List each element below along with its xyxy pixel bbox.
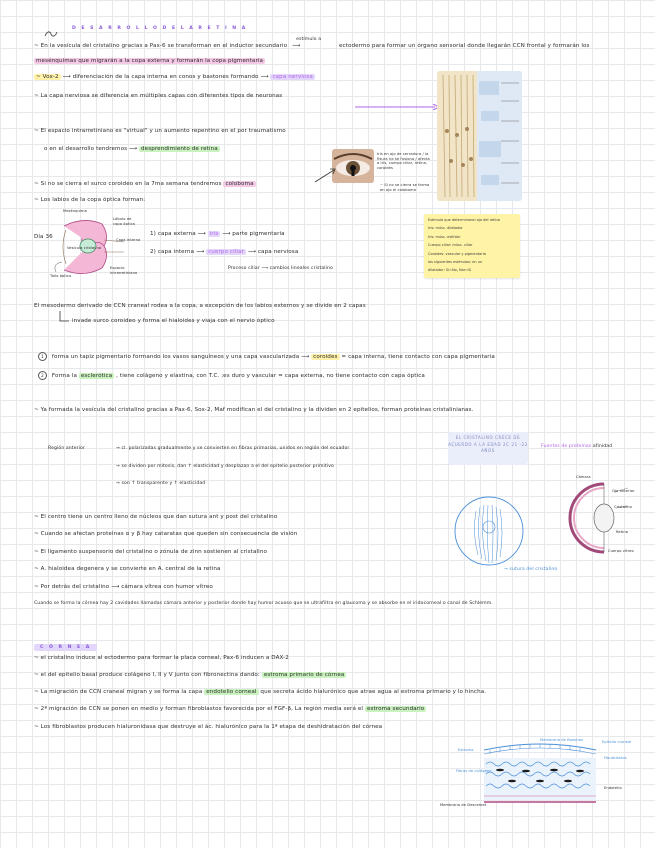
- diagram-label-5: Espacio intrarretiniano: [110, 266, 138, 275]
- sticky-row: Iris: músc. dilatador: [428, 226, 463, 231]
- lens-caption: → sutura del cristalino: [504, 567, 558, 572]
- page-title: D E S A R R O L L O D E L A R E T I N A: [72, 26, 248, 31]
- header-squiggle-icon: [44, 23, 58, 42]
- eye-note-2: ~ Si no se cierra se forma en ojo el coloboma: [380, 183, 430, 192]
- mesoderm-item-1: 1 forma un tapiz pigmentario formando los vasos sanguíneos y una capa vascularizada ⟶ coroides = capa interna, tiene contacto con capa pigmentaria: [38, 352, 495, 361]
- cornea-diag-label-2: Endotelio: [604, 786, 622, 790]
- retina-line-8: ~ Los labios de la copa óptica forman:: [34, 197, 146, 203]
- cornea-diag-label-3: Membrana de Bowman: [540, 738, 584, 742]
- lens-bullet-2: ~ Cuando se afectan proteínas α y β hay cataratas que queden sin consecuencia de visión: [34, 531, 298, 537]
- cornea-title: C Ó R N E A: [34, 633, 97, 652]
- retina-line-5: ~ El espacio intrarretiniano es "virtual" y un aumento repentino en el por traumatismo: [34, 128, 286, 134]
- dia-label: Día 36: [34, 234, 53, 240]
- cornea-diag-label-6: Membrana de Descemet: [440, 803, 487, 807]
- sticky-row: Estímulo que determinaron ojo del retina: [428, 218, 500, 222]
- diagram-label-4: Tallo óptico: [50, 274, 72, 278]
- eye-label-3: Retina: [616, 530, 629, 534]
- cornea-line-5: ~ Los fibroblastos producen hialuronidasa que destruye el ác. hialurónico para la 1ª etapa de deshidratación del córnea: [34, 724, 383, 730]
- retina-line-3: ~ Vox-2 ⟶ diferenciación de la capa interna en conos y bastones formando ⟶ capa nerviosa: [36, 74, 313, 80]
- eye-note: Iris en ojo de cerradura / la fisura no se fusiona / afecta a iris, cuerpo ciliar, retina, coroides: [377, 152, 430, 170]
- sticky-row: Cuerpo ciliar: músc. ciliar: [428, 243, 473, 248]
- cornea-diag-label-5: Estroma: [458, 748, 474, 752]
- sticky-row: los siguientes estímulos: en un: [428, 260, 483, 265]
- eye-label-2: Cámara: [576, 475, 591, 479]
- cornea-diag-label-4: Fibras de colágeno: [456, 769, 492, 773]
- lens-row-1: → cl. polarizadas gradualmente y se convierten en fibras primarias, unidos en región del ecuador: [116, 446, 350, 451]
- diagram-label-2: Capa interna: [116, 238, 141, 242]
- lens-bubble-side: Fuentes de proteínas afinidad: [541, 444, 613, 449]
- lens-row-2: → se dividen por mitosis, dan ↑ elasticidad y desplazan a el del epitelio posterior primitivo: [116, 464, 334, 469]
- lens-sutures-sketch: [452, 493, 526, 573]
- mesoderm-line-2: invade surco coroideo y forma el hialoides y viaja con el nervio óptico: [72, 318, 275, 324]
- eye-label-1: Cristalino: [614, 505, 632, 509]
- lens-bullet-5: ~ Por detrás del cristalino ⟶ cámara vítrea con humor vítreo: [34, 584, 213, 590]
- mesoderm-line-1: El mesodermo derivado de CCN craneal rodea a la copa, a excepción de los labios externos y se divide en 2 capas: [34, 303, 366, 309]
- diagram-label-1: Mesénquima: [63, 209, 87, 213]
- sticky-row: Iris: músc. esfínter: [428, 234, 461, 239]
- retina-histology-image: [437, 71, 522, 201]
- diagram-label-3: Vesícula cristalina: [67, 246, 102, 250]
- lens-line-1: ~ Ya formada la vesícula del cristalino gracias a Pax-6, Sox-2, Maf modifican el del cristalino y la dividen en 2 epitelios, forman proteínas cristalinianas.: [34, 407, 474, 413]
- eye-label-4: Cuerpo vítreo: [608, 549, 634, 553]
- pointer-arrow-icon: [314, 166, 338, 188]
- sticky-note: [424, 214, 520, 278]
- cornea-diag-label-1: Fibroblastos: [604, 756, 627, 760]
- lens-bullet-1: ~ El centro tiene un centro lleno de núcleos que dan sutura ant y post del cristalino: [34, 514, 278, 520]
- retina-line-6: o en el desarrollo tendremos ⟶ desprendimiento de retina: [44, 146, 218, 152]
- cornea-line-2: ~ el del epitelio basal produce colágeno I, II y V junto con fibronectina dando: estroma primario de córnea: [34, 672, 345, 678]
- lens-age-bubble: EL CRISTALINO CRECE DE ACUERDO A LA EDAD 2C 21 -22 AÑOS: [448, 432, 528, 465]
- eye-label-0: Ojo anterior: [612, 489, 635, 493]
- diagram-list-1: 1) capa externa ⟶ iris ⟶ parte pigmentaria: [150, 231, 285, 237]
- cornea-line-1: ~ el cristalino induce al ectodermo para formar la placa corneal, Pax-6 inducen a DAX-2: [34, 655, 289, 661]
- cornea-line-4: ~ 2ª migración de CCN se ponen en medio y forman fibroblastos favorecida por el FGF-β, La región media será el estroma secundario: [34, 706, 425, 712]
- lens-bullet-4: ~ A. hialoidea degenera y se convierte en A. central de la retina: [34, 566, 221, 572]
- diagram-list-2: 2) capa interna ⟶ cuerpo ciliar ⟶ capa nerviosa: [150, 249, 299, 255]
- lens-row-3: → son ↑ transparente y ↑ elasticidad: [116, 481, 206, 486]
- retina-line-7: ~ Si no se cierra el surco coroideo en la 7ma semana tendremos coloboma: [34, 181, 254, 187]
- mesoderm-item-2: 2 Forma la esclerótica , tiene colágeno y elastina, con T.C. ;es duro y vascular = capa externa, no tiene contacto con capa óptica: [38, 371, 425, 380]
- retina-line-2: mesénquimas que migrarán a la copa externa y formarán la copa pigmentaria: [36, 58, 264, 64]
- coloboma-eye-photo: [332, 149, 374, 183]
- cornea-diag-label-0: Epitelio corneal: [602, 740, 632, 744]
- sticky-row: dilatador: Si=No, Nor=Si: [428, 268, 472, 273]
- lens-region-label: Región anterior: [48, 446, 85, 451]
- retina-line-4: ~ La capa nerviosa se diferencia en múltiples capas con diferentes tipos de neuronas: [34, 93, 283, 99]
- purple-arrow-icon: [355, 95, 440, 114]
- lens-bullet-6: Cuando se forma la córnea hay 2 cavidades llamadas cámara anterior y posterior donde hay humor acuoso que se ultrafiltra en glaucoma y se absorbe en el iridocorneal o canal de Schlemm.: [34, 601, 493, 606]
- diagram-list-3: Proceso ciliar ⟶ cambios lineales cristalino: [228, 266, 333, 271]
- cornea-layers-diagram: [480, 740, 600, 808]
- diagram-label-0: Lóbulo de copa óptica: [113, 217, 135, 226]
- lens-bullet-3: ~ El ligamento suspensorio del cristalino o zónula de zinn sostienen al cristalino: [34, 549, 267, 555]
- branch-arrow-icon: [58, 310, 70, 329]
- sticky-row: Coroides: vascular y pigmentaria: [428, 251, 486, 256]
- cornea-line-3: ~ La migración de CCN craneal migran y se forma la capa endotelio corneal que secreta ácido hialurónico que atrae agua al estroma primario y lo hincha.: [34, 689, 487, 695]
- retina-line-1: ~ En la vesícula del cristalino gracias a Pax-6 se transforman en el inductor secundario estímulo a ⟶ ectodermo para formar un órgano sensorial donde llegarán CCN frontal y formarán los: [34, 37, 590, 49]
